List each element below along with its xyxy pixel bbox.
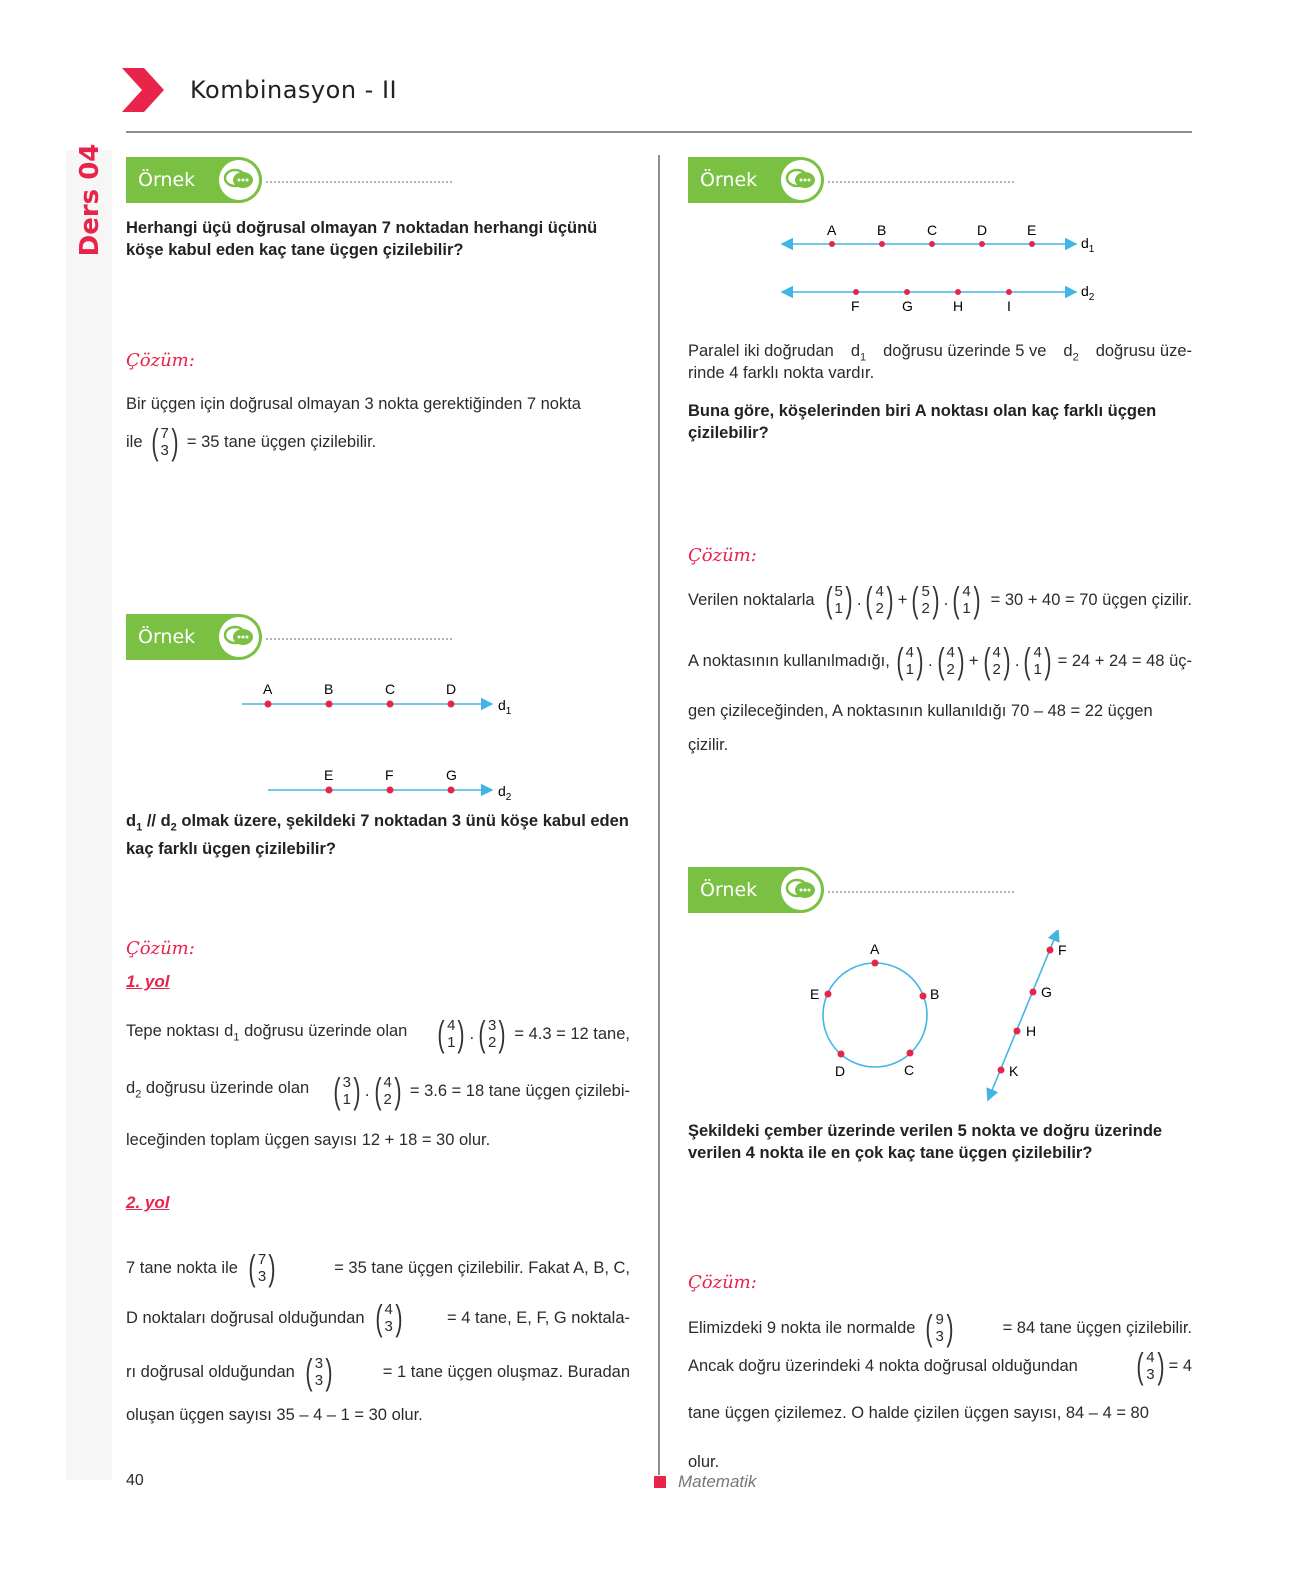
point-E bbox=[326, 787, 333, 794]
label-A: A bbox=[827, 222, 837, 238]
label-B: B bbox=[930, 986, 940, 1002]
ex1-question: Herhangi üçü doğrusal olmayan 7 noktadan herhangi üçünü köşe kabul eden kaç tane üçgen çizilebilir? bbox=[126, 219, 598, 259]
ornek-badge bbox=[126, 157, 262, 203]
cozum-label: Çözüm: bbox=[688, 545, 757, 566]
cozum-label: Çözüm: bbox=[126, 938, 195, 959]
point-I bbox=[1006, 289, 1012, 295]
line-points bbox=[998, 942, 1067, 1079]
label-D: D bbox=[446, 681, 457, 697]
binom-4-1: ( 4 1 ) bbox=[437, 1013, 466, 1054]
label-C: C bbox=[904, 1062, 915, 1078]
point-F bbox=[853, 289, 859, 295]
point-K bbox=[998, 1067, 1005, 1074]
ex2-question: $d_1 // d_2$ olmak üzere, şekildeki 7 noktadan 3 ünü köşe kabul eden kaç farklı üçgen çizilebilir? bbox=[126, 812, 629, 859]
label-d1: $d_1$ bbox=[1081, 235, 1095, 255]
ex2-yol1-line3: leceğinden toplam üçgen sayısı 12 + 18 = 30 olur. bbox=[126, 1131, 491, 1149]
binom-3-3: ( 3 3 ) bbox=[305, 1351, 333, 1392]
ex3-solution-line1: Verilen noktalarla ( 5 1 ) . ( 4 2 ) + ( 5 2 ) . ( 4 1 ) = 30 + 40 = 70 üçgen çizilir. bbox=[688, 579, 1192, 620]
dotted-rule bbox=[828, 181, 1014, 183]
label-B: B bbox=[324, 681, 334, 697]
ex2-yol2-line4: oluşan üçgen sayısı 35 – 4 – 1 = 30 olur. bbox=[126, 1406, 423, 1424]
binom-5-2: ( 5 2 ) bbox=[911, 579, 940, 620]
page-number: 40 bbox=[126, 1472, 144, 1489]
label-d2: $d_2$ bbox=[1081, 283, 1095, 303]
footer-square-icon bbox=[654, 1476, 666, 1488]
page-title: Kombinasyon - II bbox=[190, 76, 398, 104]
point-A bbox=[829, 241, 835, 247]
point-C bbox=[907, 1050, 914, 1057]
ornek-label: Örnek bbox=[700, 879, 758, 901]
ex3-question: Buna göre, köşelerinden biri A noktası olan kaç farklı üçgen çizilebilir? bbox=[688, 402, 1157, 442]
point-D bbox=[838, 1051, 845, 1058]
point-D bbox=[979, 241, 985, 247]
binom-3-2: ( 3 2 ) bbox=[478, 1013, 506, 1054]
binom-4-2: ( 4 2 ) bbox=[982, 640, 1011, 681]
ex3-solution-line4: çizilir. bbox=[688, 736, 729, 754]
label-C: C bbox=[385, 681, 396, 697]
label-A: A bbox=[263, 681, 273, 697]
binom-4-1: ( 4 1 ) bbox=[895, 640, 924, 681]
point-G bbox=[1030, 989, 1037, 996]
point-H bbox=[955, 289, 961, 295]
binom-4-1: ( 4 1 ) bbox=[952, 579, 981, 620]
dotted-rule bbox=[266, 181, 452, 183]
label-F: F bbox=[851, 298, 860, 314]
chat-bubbles-icon bbox=[219, 160, 259, 200]
label-D: D bbox=[977, 222, 988, 238]
ex3-text-line2: rinde 4 farklı nokta vardır. bbox=[688, 364, 875, 382]
point-E bbox=[825, 991, 832, 998]
binom-4-2: ( 4 2 ) bbox=[865, 579, 894, 620]
ex2-yol2-line1: 7 tane nokta ile ( 7 3 ) = 35 tane üçgen çizilebilir. Fakat A, B, C, bbox=[126, 1247, 630, 1288]
ex2-yol1-line1: Tepe noktası $d_1$ doğrusu üzerinde olan ( 4 1 ) . ( 3 2 ) = 4.3 = 12 tane, bbox=[126, 1013, 630, 1054]
label-C: C bbox=[927, 222, 938, 238]
ex2-yol2-line3: rı doğrusal olduğundan ( 3 3 ) = 1 tane üçgen oluşmaz. Buradan bbox=[126, 1351, 630, 1392]
ex3-text-line1: Paralel iki doğrudan $d_1$ doğrusu üzerinde 5 ve $d_2$ doğrusu üze- bbox=[688, 342, 1192, 364]
ornek-label: Örnek bbox=[138, 169, 196, 191]
binom-4-1: ( 4 1 ) bbox=[1023, 640, 1052, 681]
point-B bbox=[879, 241, 885, 247]
label-D: D bbox=[835, 1063, 846, 1079]
point-G bbox=[904, 289, 910, 295]
ornek-label: Örnek bbox=[700, 169, 758, 191]
ex2-parallel-lines-diagram bbox=[230, 676, 530, 806]
point-C bbox=[929, 241, 935, 247]
ex4-solution-line4: olur. bbox=[688, 1453, 720, 1471]
yol2-title: 2. yol bbox=[126, 1193, 170, 1212]
label-A: A bbox=[870, 941, 880, 957]
binom-7-3: ( 7 3 ) bbox=[248, 1247, 276, 1288]
cozum-label: Çözüm: bbox=[688, 1272, 757, 1293]
label-G: G bbox=[1041, 984, 1052, 1000]
ex2-yol2-line2: D noktaları doğrusal olduğundan ( 4 3 ) = 4 tane, E, F, G noktala- bbox=[126, 1297, 630, 1338]
ornek-badge bbox=[688, 867, 824, 913]
cozum-label: Çözüm: bbox=[126, 350, 195, 371]
label-G: G bbox=[446, 767, 457, 783]
label-E: E bbox=[810, 986, 820, 1002]
binom-7-3: ( 7 3 ) bbox=[150, 421, 179, 462]
yol1-title: 1. yol bbox=[126, 972, 170, 991]
label-E: E bbox=[324, 767, 334, 783]
label-E: E bbox=[1027, 222, 1037, 238]
point-B bbox=[326, 701, 333, 708]
ex4-solution-line3: tane üçgen çizilemez. O halde çizilen üçgen sayısı, 84 – 4 = 80 bbox=[688, 1404, 1149, 1422]
label-d2: $d_2$ bbox=[498, 783, 512, 803]
point-A bbox=[872, 960, 879, 967]
ex4-circle-line-diagram bbox=[800, 930, 1100, 1110]
point-E bbox=[1029, 241, 1035, 247]
binom-3-1: ( 3 1 ) bbox=[332, 1070, 361, 1111]
binom-4-2: ( 4 2 ) bbox=[373, 1070, 402, 1111]
point-D bbox=[448, 701, 455, 708]
chat-bubbles-icon bbox=[781, 160, 821, 200]
point-C bbox=[387, 701, 394, 708]
ex3-solution-line2: A noktasının kullanılmadığı, ( 4 1 ) . ( 4 2 ) + ( 4 2 ) . ( 4 1 ) = 24 + 24 = 48 üç- bbox=[688, 640, 1192, 681]
point-F bbox=[387, 787, 394, 794]
ex1-solution-line1: Bir üçgen için doğrusal olmayan 3 nokta gerektiğinden 7 nokta bbox=[126, 395, 581, 413]
chat-bubbles-icon bbox=[219, 617, 259, 657]
label-G: G bbox=[902, 298, 913, 314]
label-K: K bbox=[1009, 1063, 1019, 1079]
ex4-solution-line2: Ancak doğru üzerindeki 4 nokta doğrusal olduğundan ( 4 3 ) = 4 bbox=[688, 1345, 1192, 1386]
dotted-rule bbox=[828, 891, 1014, 893]
point-G bbox=[448, 787, 455, 794]
label-I: I bbox=[1007, 298, 1011, 314]
footer-subject: Matematik bbox=[678, 1472, 757, 1491]
binom-4-2: ( 4 2 ) bbox=[936, 640, 965, 681]
column-divider bbox=[658, 155, 660, 1475]
ex3-parallel-lines-diagram bbox=[776, 220, 1116, 320]
label-B: B bbox=[877, 222, 887, 238]
ex4-solution-line1: Elimizdeki 9 nokta ile normalde ( 9 3 ) = 84 tane üçgen çizilebilir. bbox=[688, 1307, 1192, 1348]
point-F bbox=[1047, 947, 1054, 954]
chevron-logo-icon bbox=[122, 68, 166, 112]
header-divider bbox=[126, 131, 1192, 133]
side-strip bbox=[66, 143, 112, 1480]
ex2-yol1-line2: $d_2$ doğrusu üzerinde olan ( 3 1 ) . ( 4 2 ) = 3.6 = 18 tane üçgen çizilebi- bbox=[126, 1070, 630, 1111]
dotted-rule bbox=[266, 638, 452, 640]
ornek-label: Örnek bbox=[138, 626, 196, 648]
ornek-badge bbox=[688, 157, 824, 203]
ex4-question: Şekildeki çember üzerinde verilen 5 nokta ve doğru üzerinde verilen 4 nokta ile en çok kaç tane üçgen çizilebilir? bbox=[688, 1122, 1163, 1162]
label-F: F bbox=[1058, 942, 1067, 958]
ex3-solution-line3: gen çizileceğinden, A noktasının kullanıldığı 70 – 48 = 22 üçgen bbox=[688, 702, 1153, 720]
ex1-solution-line2: ile ( 7 3 ) = 35 tane üçgen çizilebilir. bbox=[126, 421, 377, 462]
point-H bbox=[1014, 1028, 1021, 1035]
binom-5-1: ( 5 1 ) bbox=[824, 579, 853, 620]
label-d1: $d_1$ bbox=[498, 697, 512, 717]
point-B bbox=[920, 993, 927, 1000]
label-F: F bbox=[385, 767, 394, 783]
label-H: H bbox=[953, 298, 964, 314]
binom-9-3: ( 9 3 ) bbox=[925, 1307, 954, 1348]
ornek-badge bbox=[126, 614, 262, 660]
side-label: Ders 04 bbox=[75, 143, 105, 257]
binom-4-3: ( 4 3 ) bbox=[1136, 1345, 1165, 1386]
point-A bbox=[265, 701, 272, 708]
binom-4-3: ( 4 3 ) bbox=[374, 1297, 403, 1338]
circle-points bbox=[810, 941, 939, 1079]
chat-bubbles-icon bbox=[781, 870, 821, 910]
label-H: H bbox=[1026, 1023, 1037, 1039]
